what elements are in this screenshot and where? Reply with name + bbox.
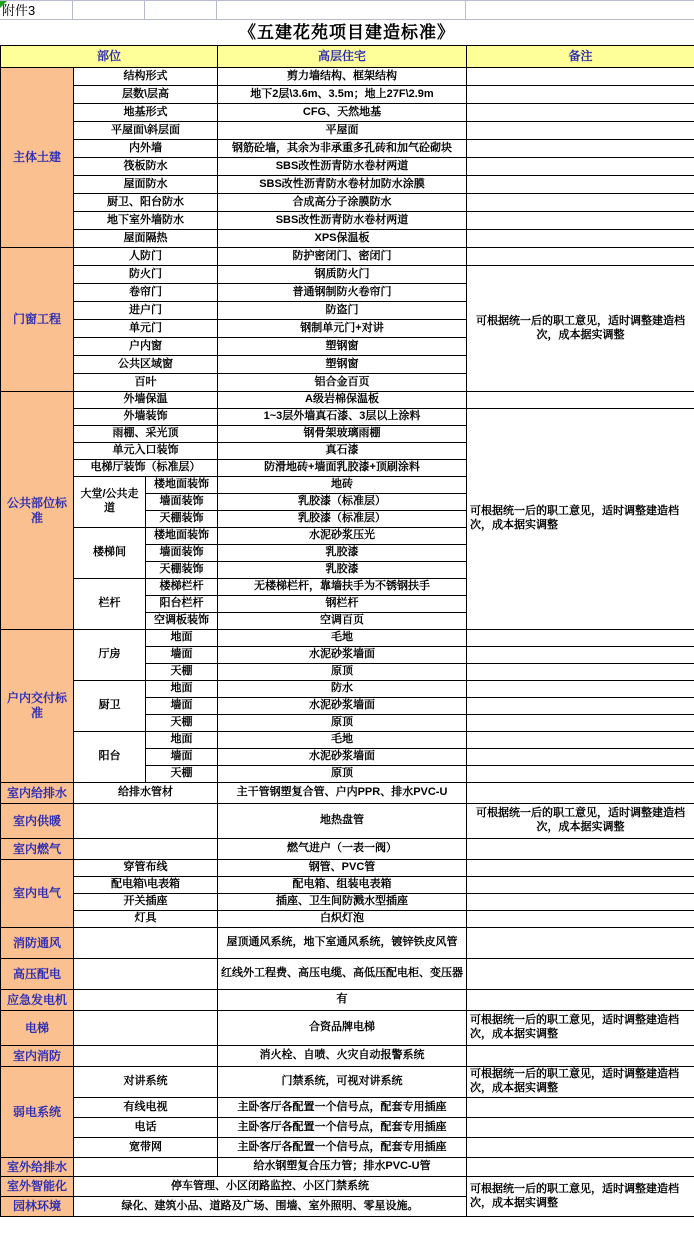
attachment-label: 附件3 [0, 1, 73, 19]
table-row [1, 804, 694, 839]
section-label: 高压配电 [1, 959, 74, 990]
item-cell: 雨棚、采光顶 [74, 426, 218, 443]
table-row [1, 158, 694, 176]
item-cell: 穿管布线 [74, 860, 218, 877]
sub-item-cell: 天棚 [146, 715, 218, 732]
cell-corner-triangle-icon [0, 1, 7, 8]
remark-cell [467, 860, 694, 877]
value-cell: 插座、卫生间防溅水型插座 [218, 894, 467, 911]
value-cell: 屋顶通风系统，地下室通风系统，镀锌铁皮风管 [218, 928, 467, 959]
sub-item-cell: 天棚装饰 [146, 562, 218, 579]
value-cell: 真石漆 [218, 443, 467, 460]
value-cell: 普通钢制防火卷帘门 [218, 284, 467, 302]
sub-item-cell: 楼地面装饰 [146, 477, 218, 494]
remark-cell [467, 630, 694, 647]
value-cell: 白炽灯泡 [218, 911, 467, 928]
value-cell: 主干管钢塑复合管、户内PPR、排水PVC-U [218, 783, 467, 804]
item-cell: 电梯厅装饰（标准层） [74, 460, 218, 477]
value-cell: CFG、天然地基 [218, 104, 467, 122]
value-cell: 毛地 [218, 732, 467, 749]
value-cell: 主卧客厅各配置一个信号点，配套专用插座 [218, 1098, 467, 1118]
remark-cell [467, 104, 694, 122]
column-header-highrise: 高层住宅 [218, 46, 467, 68]
section-label: 室内消防 [1, 1046, 74, 1067]
remark-cell [467, 1158, 694, 1177]
value-cell: 乳胶漆 [218, 545, 467, 562]
value-cell: 剪力墙结构、框架结构 [218, 68, 467, 86]
value-cell: 防盗门 [218, 302, 467, 320]
column-header-remark: 备注 [467, 46, 694, 68]
group-cell: 阳台 [74, 732, 146, 783]
item-cell: 人防门 [74, 248, 218, 266]
remark-cell [467, 212, 694, 230]
section-label: 室内给排水 [1, 783, 74, 804]
section-label: 园林环境 [1, 1197, 74, 1217]
grid-cell [73, 1, 145, 19]
value-cell: 塑钢窗 [218, 356, 467, 374]
value-cell: 地热盘管 [218, 804, 467, 839]
item-cell: 筏板防水 [74, 158, 218, 176]
value-cell: 钢骨架玻璃雨棚 [218, 426, 467, 443]
remark-cell [467, 68, 694, 86]
table-row [1, 392, 694, 409]
table-header-row [1, 46, 694, 68]
table-row [1, 928, 694, 959]
value-cell: 有 [218, 990, 467, 1011]
sub-item-cell: 天棚装饰 [146, 511, 218, 528]
sub-item-cell: 阳台栏杆 [146, 596, 218, 613]
table-row [1, 894, 694, 911]
value-cell: 塑钢窗 [218, 338, 467, 356]
section-label: 室内供暖 [1, 804, 74, 839]
item-cell: 宽带网 [74, 1138, 218, 1158]
value-cell: 水泥砂浆墙面 [218, 647, 467, 664]
sub-item-cell: 地面 [146, 732, 218, 749]
sub-item-cell: 墙面装饰 [146, 494, 218, 511]
value-cell: 铝合金百页 [218, 374, 467, 392]
item-cell: 地基形式 [74, 104, 218, 122]
value-cell: 绿化、建筑小品、道路及广场、围墙、室外照明、零星设施。 [74, 1197, 467, 1217]
remark-cell [467, 894, 694, 911]
value-cell: 钢质防火门 [218, 266, 467, 284]
remark-cell [467, 1138, 694, 1158]
item-cell [74, 1158, 218, 1177]
item-cell: 百叶 [74, 374, 218, 392]
remark-cell [467, 647, 694, 664]
table-row [1, 1158, 694, 1177]
table-row [1, 990, 694, 1011]
table-row [1, 68, 694, 86]
value-cell: 空调百页 [218, 613, 467, 630]
remark-cell [467, 681, 694, 698]
sub-item-cell: 墙面装饰 [146, 545, 218, 562]
value-cell: 钢制单元门+对讲 [218, 320, 467, 338]
value-cell: 乳胶漆（标准层） [218, 511, 467, 528]
remark-cell [467, 1118, 694, 1138]
value-cell: 红线外工程费、高压电缆、高低压配电柜、变压器 [218, 959, 467, 990]
item-cell: 给排水管材 [74, 783, 218, 804]
sub-item-cell: 楼地面装饰 [146, 528, 218, 545]
table-row [1, 839, 694, 860]
item-cell: 平屋面\斜层面 [74, 122, 218, 140]
section-label: 消防通风 [1, 928, 74, 959]
table-row [1, 877, 694, 894]
table-row [1, 1067, 694, 1098]
remark-cell: 可根据统一后的职工意见，适时调整建造档次，成本据实调整 [467, 1067, 694, 1098]
table-row [1, 630, 694, 647]
table-row [1, 212, 694, 230]
value-cell: 水泥砂浆压光 [218, 528, 467, 545]
sub-item-cell: 墙面 [146, 698, 218, 715]
value-cell: 消火栓、自喷、火灾自动报警系统 [218, 1046, 467, 1067]
value-cell: A级岩棉保温板 [218, 392, 467, 409]
remark-cell [467, 86, 694, 104]
item-cell: 单元门 [74, 320, 218, 338]
table-row [1, 1046, 694, 1067]
standards-table [0, 45, 694, 1217]
table-row [1, 230, 694, 248]
table-row [1, 732, 694, 749]
table-row [1, 1138, 694, 1158]
table-row [1, 266, 694, 284]
table-row [1, 1118, 694, 1138]
table-row [1, 1011, 694, 1046]
remark-cell: 可根据统一后的职工意见，适时调整建造档次，成本据实调整 [467, 1177, 694, 1217]
value-cell: 原顶 [218, 715, 467, 732]
remark-cell [467, 664, 694, 681]
table-row [1, 140, 694, 158]
item-cell: 电话 [74, 1118, 218, 1138]
group-cell: 大堂/公共走道 [74, 477, 146, 528]
value-cell: 门禁系统，可视对讲系统 [218, 1067, 467, 1098]
top-gridline-row [0, 0, 694, 20]
item-cell: 单元入口装饰 [74, 443, 218, 460]
table-row [1, 122, 694, 140]
value-cell: SBS改性沥青防水卷材加防水涂膜 [218, 176, 467, 194]
sub-item-cell: 墙面 [146, 749, 218, 766]
group-cell: 楼梯间 [74, 528, 146, 579]
grid-cell [217, 1, 466, 19]
remark-cell [467, 194, 694, 212]
item-cell: 外墙装饰 [74, 409, 218, 426]
item-cell: 开关插座 [74, 894, 218, 911]
value-cell: 1~3层外墙真石漆、3层以上涂料 [218, 409, 467, 426]
section-label: 主体土建 [1, 68, 74, 248]
remark-cell [467, 176, 694, 194]
sub-item-cell: 空调板装饰 [146, 613, 218, 630]
value-cell: 毛地 [218, 630, 467, 647]
section-label: 室内燃气 [1, 839, 74, 860]
section-label: 室外智能化 [1, 1177, 74, 1197]
remark-cell [467, 698, 694, 715]
item-cell [74, 839, 218, 860]
group-cell: 厅房 [74, 630, 146, 681]
item-cell [74, 959, 218, 990]
value-cell: 配电箱、组装电表箱 [218, 877, 467, 894]
value-cell: 原顶 [218, 766, 467, 783]
table-row [1, 248, 694, 266]
item-cell [74, 990, 218, 1011]
value-cell: 地砖 [218, 477, 467, 494]
remark-cell [467, 392, 694, 409]
item-cell: 进户门 [74, 302, 218, 320]
item-cell [74, 928, 218, 959]
value-cell: 原顶 [218, 664, 467, 681]
table-row [1, 1177, 694, 1197]
value-cell: SBS改性沥青防水卷材两道 [218, 158, 467, 176]
remark-cell [467, 158, 694, 176]
remark-cell [467, 990, 694, 1011]
remark-cell [467, 732, 694, 749]
value-cell: 燃气进户（一表一阀） [218, 839, 467, 860]
remark-cell [467, 749, 694, 766]
remark-cell [467, 140, 694, 158]
sub-item-cell: 地面 [146, 630, 218, 647]
table-row [1, 1098, 694, 1118]
sub-item-cell: 天棚 [146, 766, 218, 783]
remark-cell [467, 766, 694, 783]
remark-cell: 可根据统一后的职工意见，适时调整建造档次，成本据实调整 [467, 266, 694, 392]
value-cell: 防护密闭门、密闭门 [218, 248, 467, 266]
remark-cell [467, 715, 694, 732]
value-cell: SBS改性沥青防水卷材两道 [218, 212, 467, 230]
remark-cell [467, 928, 694, 959]
value-cell: 乳胶漆（标准层） [218, 494, 467, 511]
value-cell: 水泥砂浆墙面 [218, 698, 467, 715]
value-cell: 水泥砂浆墙面 [218, 749, 467, 766]
remark-cell [467, 230, 694, 248]
table-row [1, 86, 694, 104]
section-label: 室外给排水 [1, 1158, 74, 1177]
item-cell: 配电箱\电表箱 [74, 877, 218, 894]
group-cell: 厨卫 [74, 681, 146, 732]
table-row [1, 911, 694, 928]
value-cell: 钢栏杆 [218, 596, 467, 613]
value-cell: 防滑地砖+墙面乳胶漆+顶刷涂料 [218, 460, 467, 477]
value-cell: XPS保温板 [218, 230, 467, 248]
value-cell: 乳胶漆 [218, 562, 467, 579]
item-cell: 屋面隔热 [74, 230, 218, 248]
value-cell: 合资品牌电梯 [218, 1011, 467, 1046]
section-label: 室内电气 [1, 860, 74, 928]
table-row [1, 176, 694, 194]
item-cell: 屋面防水 [74, 176, 218, 194]
remark-cell [467, 959, 694, 990]
remark-cell: 可根据统一后的职工意见，适时调整建造档次，成本据实调整 [467, 409, 694, 630]
grid-cell [145, 1, 217, 19]
table-row [1, 959, 694, 990]
item-cell: 卷帘门 [74, 284, 218, 302]
value-cell: 合成高分子涂膜防水 [218, 194, 467, 212]
remark-cell [467, 1098, 694, 1118]
item-cell: 外墙保温 [74, 392, 218, 409]
remark-cell [467, 877, 694, 894]
item-cell: 防火门 [74, 266, 218, 284]
remark-cell [467, 911, 694, 928]
value-cell: 平屋面 [218, 122, 467, 140]
sub-item-cell: 墙面 [146, 647, 218, 664]
section-label: 门窗工程 [1, 248, 74, 392]
value-cell: 无楼梯栏杆，靠墙扶手为不锈钢扶手 [218, 579, 467, 596]
section-label: 弱电系统 [1, 1067, 74, 1158]
table-row [1, 783, 694, 804]
item-cell: 对讲系统 [74, 1067, 218, 1098]
remark-cell: 可根据统一后的职工意见，适时调整建造档次，成本据实调整 [467, 804, 694, 839]
item-cell: 层数\层高 [74, 86, 218, 104]
item-cell: 灯具 [74, 911, 218, 928]
value-cell: 停车管理、小区闭路监控、小区门禁系统 [74, 1177, 467, 1197]
table-row [1, 681, 694, 698]
table-row [1, 860, 694, 877]
sub-item-cell: 楼梯栏杆 [146, 579, 218, 596]
table-row [1, 104, 694, 122]
remark-cell [467, 1046, 694, 1067]
table-row [1, 194, 694, 212]
item-cell: 有线电视 [74, 1098, 218, 1118]
grid-cell [466, 1, 694, 19]
remark-cell [467, 839, 694, 860]
value-cell: 给水钢塑复合压力管；排水PVC-U管 [218, 1158, 467, 1177]
item-cell [74, 1011, 218, 1046]
group-cell: 栏杆 [74, 579, 146, 630]
page-title: 《五建花苑项目建造标准》 [239, 23, 455, 42]
column-header-part: 部位 [1, 46, 218, 68]
table-row [1, 409, 694, 426]
section-label: 应急发电机 [1, 990, 74, 1011]
remark-cell [467, 248, 694, 266]
section-label: 公共部位标准 [1, 392, 74, 630]
item-cell: 公共区域窗 [74, 356, 218, 374]
section-label: 户内交付标准 [1, 630, 74, 783]
value-cell: 钢管、PVC管 [218, 860, 467, 877]
item-cell [74, 1046, 218, 1067]
value-cell: 主卧客厅各配置一个信号点，配套专用插座 [218, 1118, 467, 1138]
remark-cell: 可根据统一后的职工意见，适时调整建造档次，成本据实调整 [467, 1011, 694, 1046]
item-cell: 地下室外墙防水 [74, 212, 218, 230]
remark-cell [467, 783, 694, 804]
item-cell: 户内窗 [74, 338, 218, 356]
value-cell: 防水 [218, 681, 467, 698]
value-cell: 主卧客厅各配置一个信号点，配套专用插座 [218, 1138, 467, 1158]
item-cell: 内外墙 [74, 140, 218, 158]
item-cell: 厨卫、阳台防水 [74, 194, 218, 212]
item-cell: 结构形式 [74, 68, 218, 86]
section-label: 电梯 [1, 1011, 74, 1046]
value-cell: 地下2层\3.6m、3.5m；地上27F\2.9m [218, 86, 467, 104]
sub-item-cell: 天棚 [146, 664, 218, 681]
item-cell [74, 804, 218, 839]
remark-cell [467, 122, 694, 140]
sub-item-cell: 地面 [146, 681, 218, 698]
value-cell: 钢筋砼墙，其余为非承重多孔砖和加气砼砌块 [218, 140, 467, 158]
